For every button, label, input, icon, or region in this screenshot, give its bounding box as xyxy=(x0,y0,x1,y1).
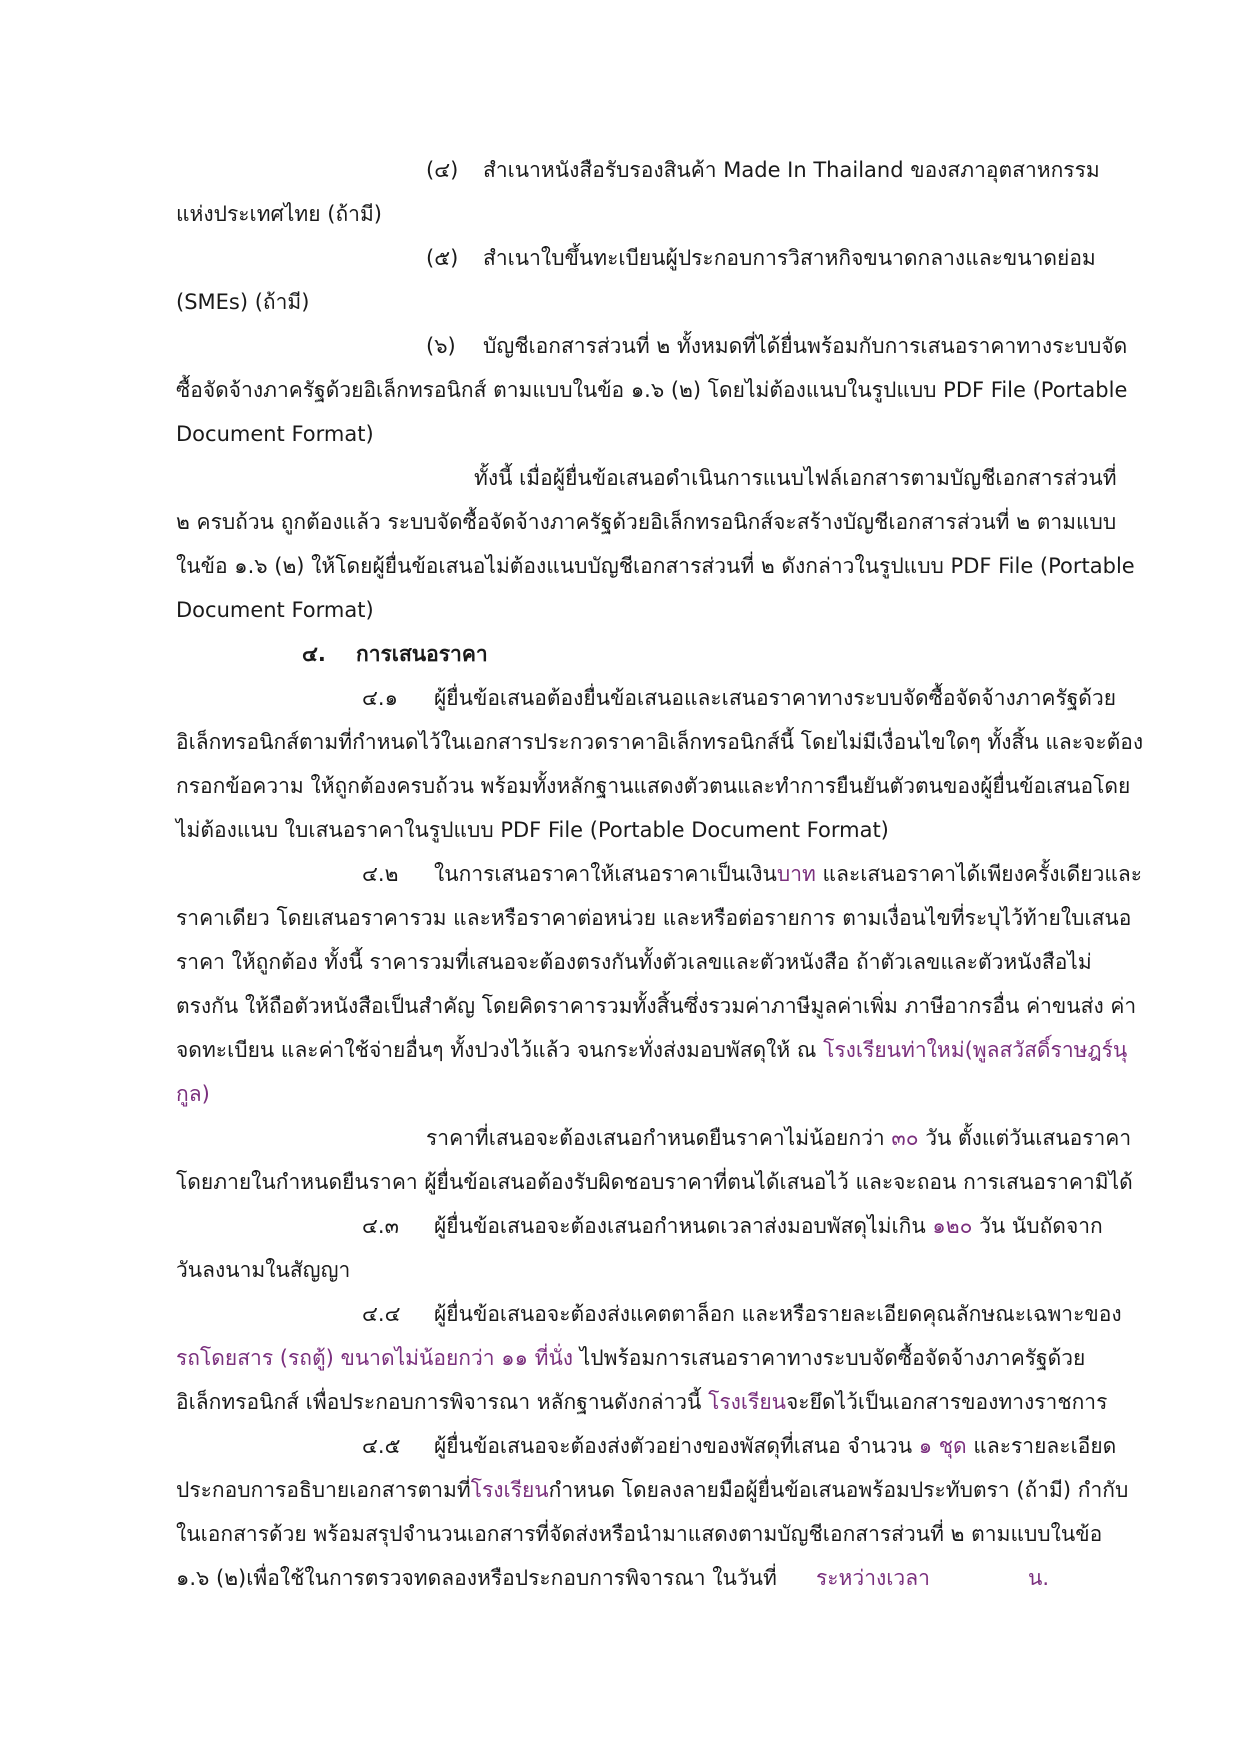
para-4-3-number: ๔.๓ xyxy=(362,1214,399,1238)
item-5-number: (๕) xyxy=(426,246,459,270)
para-4-5-text xyxy=(434,1424,1116,1468)
para-4-4-line-2 xyxy=(176,1336,1116,1380)
para-4-5-number: ๔.๕ xyxy=(362,1434,401,1458)
para-4-1-line-2: อิเล็กทรอนิกส์ตามที่กำหนดไว้ในเอกสารประกวดราคาอิเล็กทรอนิกส์นี้ โดยไม่มีเงื่อนไขใดๆ ทั้งสิ้น และจะต้อง xyxy=(176,730,1144,754)
price-validity-text-c: วัน ตั้งแต่วันเสนอราคา xyxy=(918,1126,1132,1150)
item-6-continuation-2: Document Format) xyxy=(176,422,374,446)
delivery-days-field: ๑๒๐ xyxy=(932,1214,973,1238)
para-4-1-text: ผู้ยื่นข้อเสนอต้องยื่นข้อเสนอและเสนอราคาทางระบบจัดซื้อจัดจ้างภาครัฐด้วย xyxy=(434,686,1117,710)
currency-field: บาท xyxy=(776,862,816,886)
para-4-2-line-5 xyxy=(176,1028,1128,1072)
section-4-number: ๔. xyxy=(302,642,326,666)
para-4-5-line-4-text: ๑.๖ (๒)เพื่อใช้ในการตรวจทดลองหรือประกอบการพิจารณา ในวันที่ xyxy=(176,1566,777,1590)
para-4-5-text-c: และรายละเอียด xyxy=(966,1434,1117,1458)
para-4-3-text xyxy=(434,1204,1103,1248)
para-4-4-text: ผู้ยื่นข้อเสนอจะต้องส่งแคตตาล็อก และหรือรายละเอียดคุณลักษณะเฉพาะของ xyxy=(434,1302,1122,1326)
para-4-2-text-a: ในการเสนอราคาให้เสนอราคาเป็นเงิน xyxy=(434,862,777,886)
item-6-number: (๖) xyxy=(426,334,456,358)
para-4-4-line-3 xyxy=(176,1380,1116,1424)
para-4-5-line-3: ในเอกสารด้วย พร้อมสรุปจำนวนเอกสารที่จัดส่งหรือนำมาแสดงตามบัญชีเอกสารส่วนที่ ๒ ตามแบบในข้อ xyxy=(176,1522,1103,1546)
para-4-5-line-2 xyxy=(176,1468,1129,1512)
item-4-continuation: แห่งประเทศไทย (ถ้ามี) xyxy=(176,202,382,226)
item-4-number: (๔) xyxy=(426,158,459,182)
price-validity-line-2: โดยภายในกำหนดยืนราคา ผู้ยื่นข้อเสนอต้องรับผิดชอบราคาที่ตนได้เสนอไว้ และจะถอน การเสนอราคามิได้ xyxy=(176,1170,1133,1194)
para-4-5-line-2-text-c: กำหนด โดยลงลายมือผู้ยื่นข้อเสนอพร้อมประทับตรา (ถ้ามี) กำกับ xyxy=(548,1478,1129,1502)
para-4-4-line-3-text-c: จะยึดไว้เป็นเอกสารของทางราชการ xyxy=(786,1390,1108,1414)
para-4-4-line-3-text-a: อิเล็กทรอนิกส์ เพื่อประกอบการพิจารณา หลักฐานดังกล่าวนี้ xyxy=(176,1390,709,1414)
para-4-4-line-2-text: ไปพร้อมการเสนอราคาทางระบบจัดซื้อจัดจ้างภาครัฐด้วย xyxy=(573,1346,1086,1370)
para-4-2-line-5-text: จดทะเบียน และค่าใช้จ่ายอื่นๆ ทั้งปวงไว้แล้ว จนกระทั่งส่งมอบพัสดุให้ ณ xyxy=(176,1038,824,1062)
para-4-2-line-3: ราคา ให้ถูกต้อง ทั้งนี้ ราคารวมที่เสนอจะต้องตรงกันทั้งตัวเลขและตัวหนังสือ ถ้าตัวเลขและตัวหนังสือไม่ xyxy=(176,950,1092,974)
hour-unit-field: น. xyxy=(1028,1566,1050,1590)
agency-field: โรงเรียน xyxy=(708,1390,786,1414)
item-5-text: สำเนาใบขึ้นทะเบียนผู้ประกอบการวิสาหกิจขนาดกลางและขนาดย่อม xyxy=(483,246,1096,270)
para-4-3-line-2: วันลงนามในสัญญา xyxy=(176,1258,351,1282)
time-range-field: ระหว่างเวลา xyxy=(816,1566,930,1590)
para-4-4-number: ๔.๔ xyxy=(362,1302,401,1326)
note-line-2: ๒ ครบถ้วน ถูกต้องแล้ว ระบบจัดซื้อจัดจ้างภาครัฐด้วยอิเล็กทรอนิกส์จะสร้างบัญชีเอกสารส่วนที่ ๒ ตามแบบ xyxy=(176,510,1117,534)
item-5-continuation: (SMEs) (ถ้ามี) xyxy=(176,290,310,314)
para-4-1-line-3: กรอกข้อความ ให้ถูกต้องครบถ้วน พร้อมทั้งหลักฐานแสดงตัวตนและทำการยืนยันตัวตนของผู้ยื่นข้อเสนอโดย xyxy=(176,774,1131,798)
para-4-3-text-a: ผู้ยื่นข้อเสนอจะต้องเสนอกำหนดเวลาส่งมอบพัสดุไม่เกิน xyxy=(434,1214,933,1238)
note-line-3: ในข้อ ๑.๖ (๒) ให้โดยผู้ยื่นข้อเสนอไม่ต้องแนบบัญชีเอกสารส่วนที่ ๒ ดังกล่าวในรูปแบบ PDF File (Portable xyxy=(176,554,1135,578)
para-4-2-text xyxy=(434,852,1142,896)
sample-count-field: ๑ ชุด xyxy=(918,1434,967,1458)
note-line-4: Document Format) xyxy=(176,598,374,622)
school-name-field: โรงเรียนท่าใหม่(พูลสวัสดิ์ราษฎร์นุ xyxy=(823,1038,1128,1062)
note-line-1: ทั้งนี้ เมื่อผู้ยื่นข้อเสนอดำเนินการแนบไฟล์เอกสารตามบัญชีเอกสารส่วนที่ xyxy=(474,466,1117,490)
item-6-continuation-1: ซื้อจัดจ้างภาครัฐด้วยอิเล็กทรอนิกส์ ตามแบบในข้อ ๑.๖ (๒) โดยไม่ต้องแนบในรูปแบบ PDF File (Portable xyxy=(176,378,1128,402)
para-4-1-number: ๔.๑ xyxy=(362,686,398,710)
para-4-2-text-c: และเสนอราคาได้เพียงครั้งเดียวและ xyxy=(815,862,1143,886)
item-4-text: สำเนาหนังสือรับรองสินค้า Made In Thailand ของสภาอุตสาหกรรม xyxy=(483,158,1100,182)
section-4-title: การเสนอราคา xyxy=(356,642,488,666)
para-4-1-line-4: ไม่ต้องแนบ ใบเสนอราคาในรูปแบบ PDF File (Portable Document Format) xyxy=(176,818,889,842)
price-validity-text-a: ราคาที่เสนอจะต้องเสนอกำหนดยืนราคาไม่น้อยกว่า xyxy=(426,1126,892,1150)
item-6-text: บัญชีเอกสารส่วนที่ ๒ ทั้งหมดที่ได้ยื่นพร้อมกับการเสนอราคาทางระบบจัด xyxy=(483,334,1128,358)
para-4-2-line-2: ราคาเดียว โดยเสนอราคารวม และหรือราคาต่อหน่วย และหรือต่อรายการ ตามเงื่อนไขที่ระบุไว้ท้ายใบเสนอ xyxy=(176,906,1132,930)
vehicle-spec-field: รถโดยสาร (รถตู้) ขนาดไม่น้อยกว่า ๑๑ ที่นั่ง xyxy=(176,1346,574,1370)
agency-field-2: โรงเรียน xyxy=(470,1478,549,1502)
validity-days-field: ๓๐ xyxy=(891,1126,919,1150)
para-4-5-line-2-text-a: ประกอบการอธิบายเอกสารตามที่ xyxy=(176,1478,471,1502)
para-4-2-line-4: ตรงกัน ให้ถือตัวหนังสือเป็นสำคัญ โดยคิดราคารวมทั้งสิ้นซึ่งรวมค่าภาษีมูลค่าเพิ่ม ภาษีอากรอื่น ค่าขนส่ง ค่า xyxy=(176,994,1137,1018)
para-4-3-text-c: วัน นับถัดจาก xyxy=(972,1214,1103,1238)
para-4-2-number: ๔.๒ xyxy=(362,862,399,886)
school-name-field-continuation: กูล) xyxy=(176,1082,210,1106)
price-validity-line-1 xyxy=(176,1116,1132,1160)
para-4-5-text-a: ผู้ยื่นข้อเสนอจะต้องส่งตัวอย่างของพัสดุที่เสนอ จำนวน xyxy=(434,1434,919,1458)
